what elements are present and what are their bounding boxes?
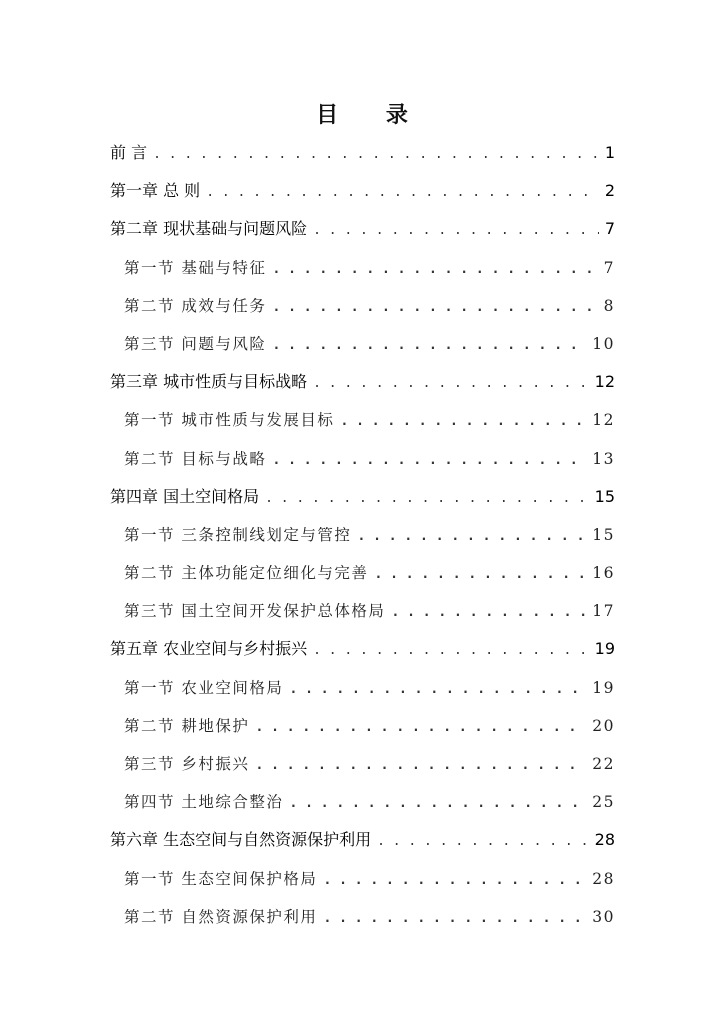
toc-entry-chapter-6[interactable] — [110, 821, 615, 859]
toc-entry-section[interactable] — [110, 669, 615, 707]
toc-entry-chapter-4[interactable] — [110, 478, 615, 516]
dot-leader — [265, 480, 589, 518]
toc-entry-section[interactable] — [110, 287, 615, 325]
toc-entry-label: 第六章 生态空间与自然资源保护利用 — [110, 830, 372, 850]
dot-leader — [289, 785, 586, 823]
toc-entry-chapter-1[interactable] — [110, 172, 615, 210]
toc-entry-section[interactable] — [110, 898, 615, 936]
toc-entry-section[interactable] — [110, 707, 615, 745]
dot-leader — [313, 212, 599, 250]
toc-entry-section[interactable] — [110, 249, 615, 287]
toc-entry-section[interactable] — [110, 592, 615, 630]
toc-entry-page: 20 — [592, 716, 615, 735]
toc-entry-page: 8 — [603, 296, 615, 315]
page-title: 目 录 — [316, 102, 428, 128]
toc-entry-page: 7 — [604, 219, 615, 239]
toc-entry-page: 13 — [592, 449, 615, 468]
toc-entry-page: 28 — [594, 830, 615, 850]
toc-entry-page: 22 — [592, 755, 615, 773]
toc-entry-label: 第二节 成效与任务 — [124, 296, 267, 315]
toc-entry-page: 17 — [592, 602, 615, 621]
dot-leader — [323, 900, 586, 938]
toc-entry-label: 第一章 总 则 — [110, 181, 201, 201]
toc-entry-chapter-5[interactable] — [110, 630, 615, 668]
toc-entry-label: 第一节 城市性质与发展目标 — [124, 411, 335, 430]
toc-entry-chapter-3[interactable] — [110, 363, 615, 401]
toc-entry-label: 第一节 三条控制线划定与管控 — [124, 525, 352, 544]
toc-entry-label: 第二节 主体功能定位细化与完善 — [124, 564, 369, 583]
dot-leader — [153, 136, 599, 174]
toc-entry-label: 第四章 国土空间格局 — [110, 486, 260, 506]
toc-entry-page: 16 — [592, 564, 615, 583]
toc-entry-label: 第五章 农业空间与乡村振兴 — [110, 639, 308, 659]
toc-entry-page: 19 — [592, 678, 615, 697]
dot-leader — [374, 556, 586, 594]
toc-entry-page: 28 — [592, 869, 615, 888]
toc-entry-label: 第一节 农业空间格局 — [124, 678, 284, 697]
toc-entry-page: 12 — [592, 411, 615, 430]
dot-leader — [357, 518, 586, 556]
dot-leader — [289, 671, 586, 709]
toc-entry-page: 30 — [592, 907, 615, 926]
toc-entry-page: 25 — [592, 793, 615, 812]
toc-entry-label: 第三节 乡村振兴 — [124, 755, 250, 773]
toc-entry-preface[interactable] — [110, 134, 615, 172]
toc-entry-label: 第二章 现状基础与问题风险 — [110, 219, 308, 239]
toc-entry-section[interactable] — [110, 325, 615, 363]
toc-entry-label: 第三节 问题与风险 — [124, 334, 267, 353]
toc-entry-page: 15 — [594, 486, 615, 506]
toc-entry-section[interactable] — [110, 401, 615, 439]
dot-leader — [255, 747, 586, 785]
toc-entry-section[interactable] — [110, 783, 615, 821]
toc-entry-label: 第四节 土地综合整治 — [124, 793, 284, 812]
dot-leader — [323, 862, 586, 900]
toc-entry-label: 第二节 耕地保护 — [124, 716, 250, 735]
toc-entry-page: 2 — [604, 181, 615, 201]
dot-leader — [377, 823, 589, 861]
table-of-contents — [110, 134, 615, 936]
toc-entry-chapter-2[interactable] — [110, 210, 615, 248]
toc-entry-page: 7 — [603, 258, 615, 277]
dot-leader — [391, 594, 586, 632]
dot-leader — [272, 251, 597, 289]
dot-leader — [340, 403, 586, 441]
toc-entry-section[interactable] — [110, 860, 615, 898]
toc-entry-label: 第一节 基础与特征 — [124, 258, 267, 277]
dot-leader — [313, 365, 589, 403]
dot-leader — [272, 442, 586, 480]
toc-entry-label: 第二节 自然资源保护利用 — [124, 907, 318, 926]
toc-entry-section[interactable] — [110, 745, 615, 783]
dot-leader — [313, 632, 589, 670]
toc-entry-page: 1 — [604, 143, 615, 162]
dot-leader — [272, 327, 586, 365]
toc-entry-page: 19 — [594, 639, 615, 659]
toc-entry-label: 第三章 城市性质与目标战略 — [110, 372, 308, 392]
toc-entry-label: 第一节 生态空间保护格局 — [124, 869, 318, 888]
toc-entry-page: 10 — [592, 334, 615, 353]
toc-entry-section[interactable] — [110, 440, 615, 478]
toc-entry-section[interactable] — [110, 554, 615, 592]
dot-leader — [206, 174, 599, 212]
toc-entry-label: 第二节 目标与战略 — [124, 449, 267, 468]
toc-entry-label: 第三节 国土空间开发保护总体格局 — [124, 602, 386, 621]
dot-leader — [272, 289, 597, 327]
toc-entry-section[interactable] — [110, 516, 615, 554]
toc-entry-page: 15 — [592, 525, 615, 544]
dot-leader — [255, 709, 586, 747]
toc-entry-page: 12 — [594, 372, 615, 392]
toc-entry-label: 前 言 — [110, 143, 148, 162]
